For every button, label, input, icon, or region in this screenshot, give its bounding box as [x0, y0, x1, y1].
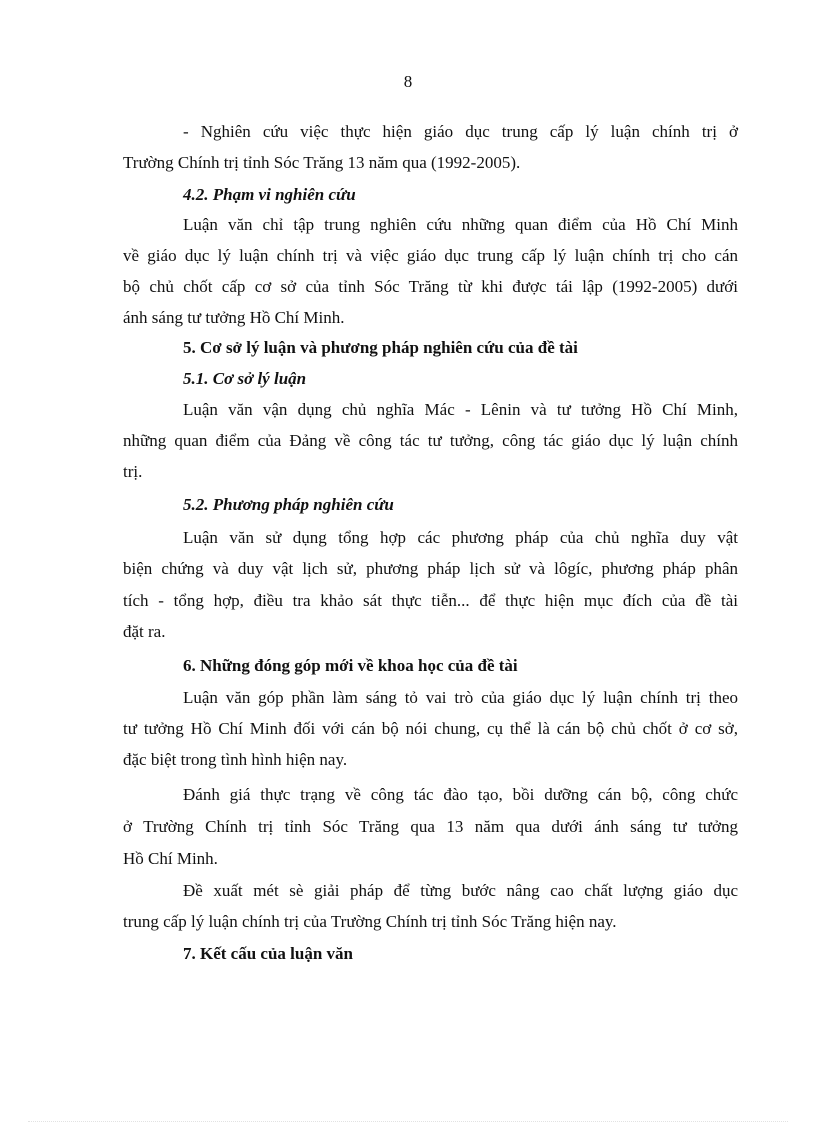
- section-heading: 7. Kết cấu của luận văn: [183, 944, 354, 963]
- paragraph-line: tích - tổng hợp, điều tra khảo sát thực tiễn... để thực hiện mục đích của đề tài: [123, 591, 738, 610]
- paragraph-line: ở Trường Chính trị tỉnh Sóc Trăng qua 13 năm qua dưới ánh sáng tư tưởng: [123, 817, 738, 836]
- paragraph-line: bộ chủ chốt cấp cơ sở của tỉnh Sóc Trăng từ khi được tái lập (1992-2005) dưới: [123, 277, 738, 296]
- paragraph-line: Luận văn góp phần làm sáng tỏ vai trò của giáo dục lý luận chính trị theo: [183, 688, 738, 707]
- paragraph-line: biện chứng và duy vật lịch sử, phương pháp lịch sử và lôgíc, phương pháp phân: [123, 559, 738, 578]
- paragraph-line: Trường Chính trị tỉnh Sóc Trăng 13 năm qua (1992-2005).: [123, 153, 521, 172]
- paragraph-line: Luận văn sử dụng tổng hợp các phương pháp của chủ nghĩa duy vật: [183, 528, 738, 547]
- paragraph-line: trị.: [123, 462, 143, 481]
- paragraph-line: trung cấp lý luận chính trị của Trường Chính trị tỉnh Sóc Trăng hiện nay.: [123, 912, 617, 931]
- paragraph-line: tư tưởng Hồ Chí Minh đối với cán bộ nói chung, cụ thể là cán bộ chủ chốt ở cơ sở,: [123, 719, 738, 738]
- paragraph-line: Luận văn chỉ tập trung nghiên cứu những quan điểm của Hồ Chí Minh: [183, 215, 738, 234]
- section-heading: 4.2. Phạm vi nghiên cứu: [183, 185, 356, 204]
- paragraph-line: Luận văn vận dụng chủ nghĩa Mác - Lênin và tư tưởng Hồ Chí Minh,: [183, 400, 738, 419]
- section-heading: 6. Những đóng góp mới về khoa học của đề tài: [183, 656, 518, 675]
- paragraph-line: những quan điểm của Đảng về công tác tư tưởng, công tác giáo dục lý luận chính: [123, 431, 738, 450]
- section-heading: 5.1. Cơ sở lý luận: [183, 369, 307, 388]
- section-heading: 5.2. Phương pháp nghiên cứu: [183, 495, 394, 514]
- paragraph-line: đặc biệt trong tình hình hiện nay.: [123, 750, 348, 769]
- page-bottom-divider: [28, 1121, 788, 1122]
- paragraph-line: ánh sáng tư tưởng Hồ Chí Minh.: [123, 308, 345, 327]
- paragraph-line: Đề xuất mét sè giải pháp để từng bước nâng cao chất lượng giáo dục: [183, 881, 738, 900]
- page-number: 8: [403, 72, 413, 91]
- paragraph-line: đặt ra.: [123, 622, 166, 641]
- paragraph-line: Hồ Chí Minh.: [123, 849, 218, 868]
- paragraph-line: về giáo dục lý luận chính trị và việc giáo dục trung cấp lý luận chính trị cho cán: [123, 246, 738, 265]
- paragraph-line: - Nghiên cứu việc thực hiện giáo dục trung cấp lý luận chính trị ở: [183, 122, 738, 141]
- section-heading: 5. Cơ sở lý luận và phương pháp nghiên cứu của đề tài: [183, 338, 578, 357]
- paragraph-line: Đánh giá thực trạng về công tác đào tạo, bồi dưỡng cán bộ, công chức: [183, 785, 738, 804]
